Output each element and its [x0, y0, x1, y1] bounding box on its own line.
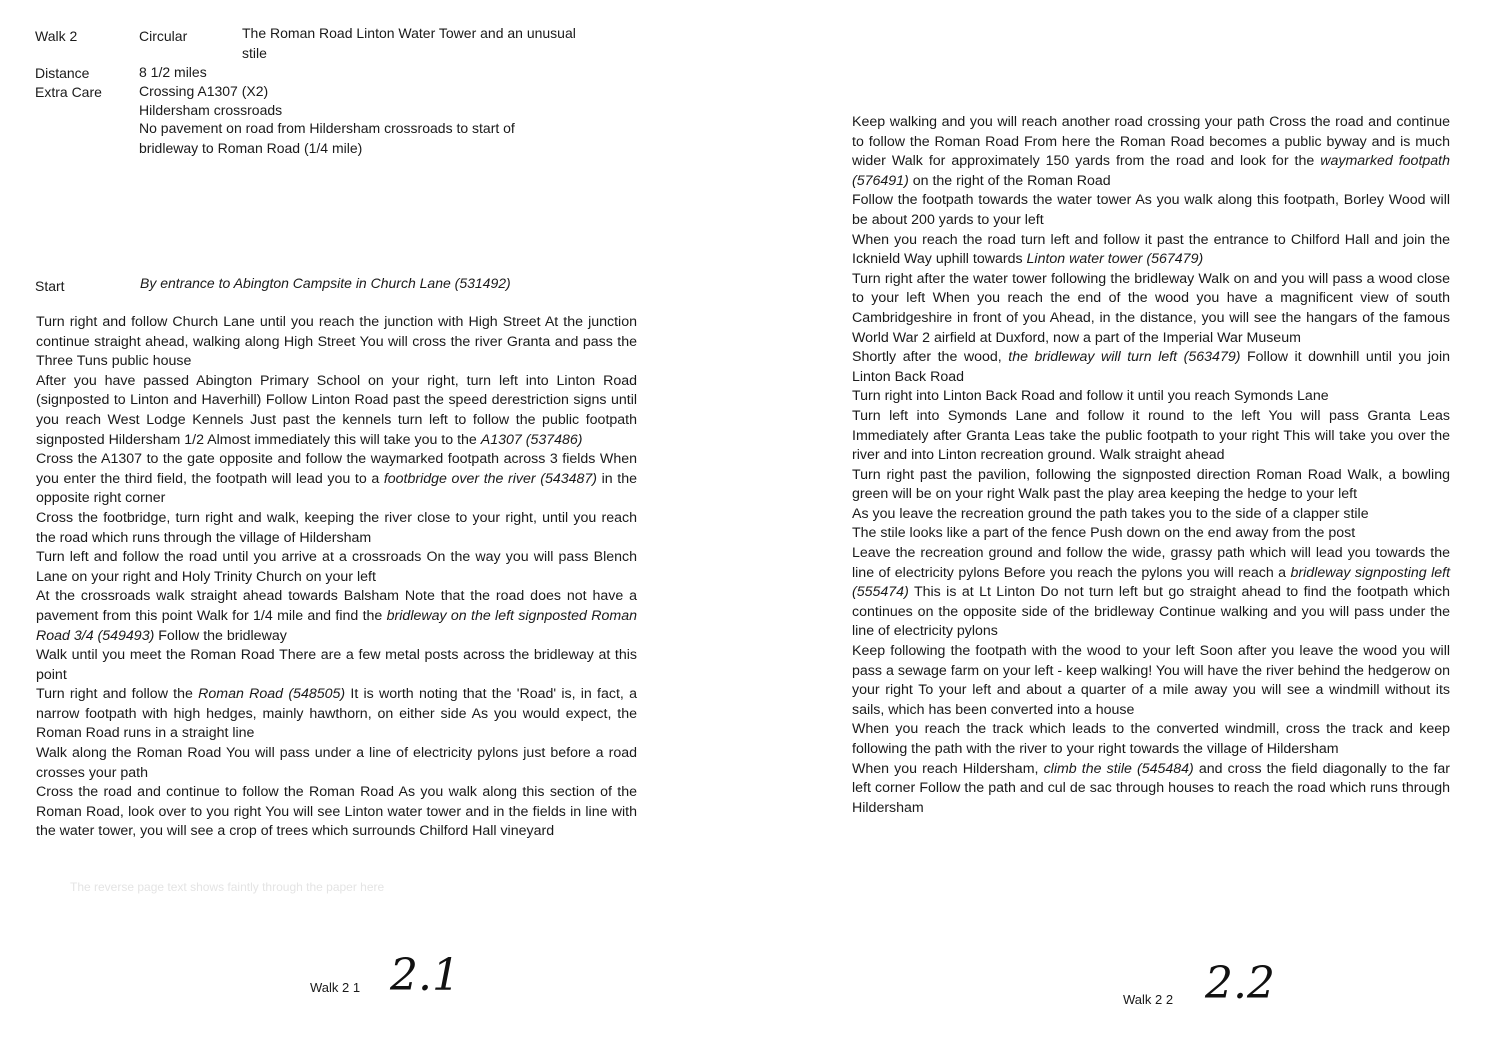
paragraph-text: Keep walking and you will reach another road crossing your path Cross the road and continue to follow the Roman Road From here the Roman Road becomes a public byway and is much wider Walk for approximately 150 yards from the road and look for the	[852, 114, 1450, 170]
paragraph-text: Leave the recreation ground and follow the wide, grassy path which will lead you towards the line of electricity pylons Before you reach the pylons you will reach a	[852, 545, 1450, 581]
footer-label: Walk 2 1	[310, 980, 361, 995]
right-page	[750, 0, 1500, 1042]
paragraph-text: When you reach the road turn left and follow it past the entrance to Chilford Hall and join the Icknield Way uphill towards	[852, 231, 1450, 268]
direction-paragraph	[36, 685, 637, 744]
paragraph-text: in the opposite right corner	[36, 470, 637, 507]
distance-label: Distance	[35, 65, 90, 81]
paragraph-text: Follow it downhill until you join Linton Back Road	[852, 349, 1450, 385]
paragraph-text: on the right of the Roman Road	[908, 172, 1111, 189]
extra-care-item: No pavement on road from Hildersham crossroads to start of	[139, 120, 515, 136]
show-through-text: The reverse page text shows faintly through the paper here	[70, 880, 385, 894]
grid-reference: bridleway on the left signposted Roman Road 3/4 (549493)	[36, 607, 637, 644]
direction-paragraph	[852, 524, 1450, 544]
start-label: Start	[35, 278, 65, 294]
paragraph-text: The stile looks like a part of the fence Push down on the end away from the post	[852, 525, 1356, 542]
walk-type: Circular	[139, 28, 188, 44]
paragraph-text: At the crossroads walk straight ahead towards Balsham Note that the road does not have a pavement from this point Walk for 1/4 mile and find the	[36, 588, 637, 624]
left-page	[0, 0, 740, 1042]
paragraph-text: Turn right past the pavilion, following the signposted direction Roman Road Walk, a bowling green will be on your right Walk past the play area keeping the hedge to your left	[852, 466, 1450, 503]
direction-paragraph	[852, 544, 1450, 642]
paragraph-text: and cross the field diagonally to the far left corner Follow the path and cul de sac through houses to reach the road which runs through Hildersham	[852, 760, 1451, 816]
direction-paragraph	[36, 783, 637, 842]
direction-paragraph	[852, 113, 1450, 191]
direction-paragraph	[852, 348, 1450, 387]
paragraph-text: Turn right into Linton Back Road and follow it until you reach Symonds Lane	[852, 388, 1329, 405]
direction-paragraph	[36, 646, 637, 685]
direction-paragraph	[852, 466, 1450, 505]
paragraph-text: Cross the A1307 to the gate opposite and follow the waymarked footpath across 3 fields When you enter the third field, the footpath will lead you to a	[36, 451, 637, 487]
paragraph-text: Follow the bridleway	[154, 627, 287, 644]
direction-paragraph	[36, 509, 637, 548]
paragraph-text: Turn right and follow the	[36, 686, 199, 703]
left-directions	[36, 313, 637, 842]
paragraph-text: As you leave the recreation ground the path takes you to the side of a clapper stile	[852, 505, 1369, 522]
paragraph-text: Keep following the footpath with the wood to your left Soon after you leave the wood you will pass a sewage farm on your left - keep walking! You will have the river behind the hedgerow on your right To your left and about a quarter of a mile away you will see a windmill without its sails, which has been converted into a house	[852, 643, 1450, 718]
grid-reference: Linton water tower (567479)	[1026, 251, 1204, 268]
grid-reference: waymarked footpath (576491)	[852, 153, 1451, 189]
paragraph-text: Turn left into Symonds Lane and follow it round to the left You will pass Granta Leas Immediately after Granta Leas take the public footpath to your right This will take you over the river and into Linton recreation ground. Walk straight ahead	[852, 407, 1450, 464]
direction-paragraph	[852, 720, 1450, 759]
start-location: By entrance to Abington Campsite in Church Lane (531492)	[140, 275, 511, 291]
paragraph-text: Cross the footbridge, turn right and walk, keeping the river close to your right, until you reach the road which runs through the village of Hildersham	[36, 509, 637, 546]
direction-paragraph	[852, 191, 1450, 230]
extra-care-label: Extra Care	[35, 84, 102, 100]
paragraph-text: When you reach Hildersham,	[852, 760, 1044, 777]
paragraph-text: Walk along the Roman Road You will pass under a line of electricity pylons just before a road crosses your path	[36, 745, 637, 781]
direction-paragraph	[852, 505, 1450, 525]
paragraph-text: Turn left and follow the road until you arrive at a crossroads On the way you will pass Blench Lane on your right and Holy Trinity Church on your left	[36, 549, 637, 585]
extra-care-item: bridleway to Roman Road (1/4 mile)	[139, 140, 363, 156]
handwritten-page-number: 2.1	[390, 950, 460, 1001]
direction-paragraph	[36, 313, 637, 372]
paragraph-text: When you reach the track which leads to the converted windmill, cross the track and keep following the path with the river to your right towards the village of Hildersham	[852, 721, 1450, 757]
direction-paragraph	[36, 744, 637, 783]
paragraph-text: Walk until you meet the Roman Road There are a few metal posts across the bridleway at this point	[36, 647, 637, 683]
walk-number: Walk 2	[35, 28, 78, 44]
paragraph-text: It is worth noting that the 'Road' is, in fact, a narrow footpath with high hedges, mainly hawthorn, on either side As you would expect, the Roman Road runs in a straight line	[36, 686, 638, 742]
extra-care-item: Hildersham crossroads	[139, 102, 283, 118]
direction-paragraph	[852, 387, 1450, 407]
grid-reference: the bridleway will turn left (563479)	[1008, 349, 1241, 366]
paragraph-text: Cross the road and continue to follow the Roman Road As you walk along this section of the Roman Road, look over to you right You will see Linton water tower and in the fields in line with the water tower, you will see a crop of trees which surrounds Chilford Hall vineyard	[36, 784, 637, 840]
direction-paragraph	[852, 231, 1450, 270]
grid-reference: A1307 (537486)	[480, 431, 583, 448]
direction-paragraph	[36, 587, 637, 646]
direction-paragraph	[36, 548, 637, 587]
right-directions	[852, 113, 1450, 818]
paragraph-text: Follow the footpath towards the water tower As you walk along this footpath, Borley Wood will be about 200 yards to your left	[852, 192, 1450, 228]
direction-paragraph	[36, 372, 637, 450]
paragraph-text: This is at Lt Linton Do not turn left but go straight ahead to find the footpath which continues on the opposite side of the bridleway Continue walking and you will pass under the line of electricity pylons	[852, 584, 1450, 640]
paragraph-text: Turn right and follow Church Lane until you reach the junction with High Street At the junction continue straight ahead, walking along High Street You will cross the river Granta and pass the Three Tuns public house	[36, 314, 637, 370]
paragraph-text: After you have passed Abington Primary School on your right, turn left into Linton Road (signposted to Linton and Haverhill) Follow Linton Road past the speed derestriction signs until you reach West Lodge Kennels Just past the kennels turn left to follow the public footpath signposted Hildersham 1/2 Almost immediately this will take you to the	[36, 372, 637, 448]
direction-paragraph	[852, 407, 1450, 466]
grid-reference: climb the stile (545484)	[1043, 760, 1194, 777]
direction-paragraph	[36, 450, 637, 509]
direction-paragraph	[852, 642, 1450, 720]
grid-reference: bridleway signposting left (555474)	[852, 564, 1451, 601]
handwritten-page-number: 2.2	[1205, 958, 1275, 1009]
walk-title-line2: stile	[242, 45, 267, 61]
grid-reference: Roman Road (548505)	[198, 686, 346, 703]
direction-paragraph	[852, 270, 1450, 348]
footer-label: Walk 2 2	[1123, 992, 1174, 1007]
direction-paragraph	[852, 760, 1450, 819]
paragraph-text: Shortly after the wood,	[852, 349, 1009, 366]
paragraph-text: Turn right after the water tower following the bridleway Walk on and you will pass a wood close to your left When you reach the end of the wood you have a magnificent view of south Cambridgeshire in front of you Ahead, in the distance, you will see the hangars of the famous World War 2 airfield at Duxford, now a part of the Imperial War Museum	[852, 270, 1450, 346]
grid-reference: footbridge over the river (543487)	[383, 470, 598, 487]
distance-value: 8 1/2 miles	[139, 64, 207, 80]
walk-title-line1: The Roman Road Linton Water Tower and an unusual	[242, 25, 576, 41]
extra-care-item: Crossing A1307 (X2)	[139, 83, 269, 99]
